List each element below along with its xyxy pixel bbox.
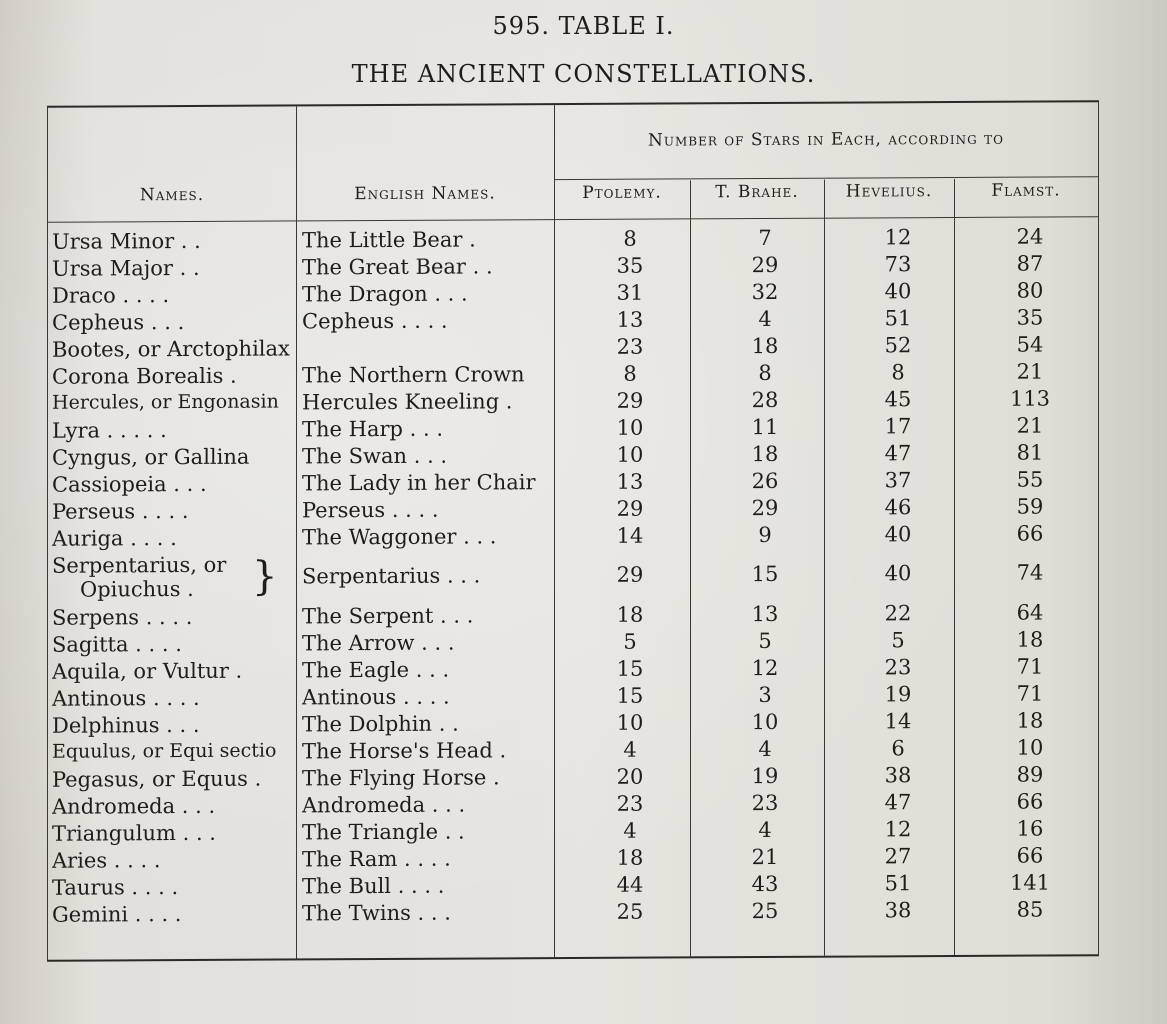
brahe-count: 4 <box>758 306 772 332</box>
english-name: Antinous . . . . <box>302 684 450 710</box>
brahe-count: 21 <box>751 844 779 870</box>
table-row <box>48 897 1098 929</box>
constellation-name: Sagitta . . . . <box>52 632 182 657</box>
ptolemy-count: 31 <box>616 280 644 305</box>
hevelius-count: 19 <box>884 682 912 707</box>
ptolemy-count: 44 <box>616 872 644 897</box>
ptolemy-count: 10 <box>616 415 644 440</box>
english-name: The Arrow . . . <box>302 630 455 656</box>
flamsteed-count: 35 <box>1016 305 1044 330</box>
constellation-name: Cepheus . . . <box>52 310 185 335</box>
brahe-count: 13 <box>751 601 779 627</box>
ptolemy-count: 18 <box>616 845 644 870</box>
header-english-names: English Names. <box>354 183 496 205</box>
constellation-name: Aquila, or Vultur . <box>52 658 243 684</box>
constellation-name: Cassiopeia . . . <box>52 471 207 497</box>
constellation-name: Equulus, or Equi sectio <box>52 739 277 763</box>
hevelius-count: 46 <box>884 495 912 520</box>
hevelius-count: 6 <box>891 736 905 761</box>
flamsteed-count: 85 <box>1016 897 1044 922</box>
english-name: Andromeda . . . <box>302 792 466 818</box>
constellation-name-line1: Serpentarius, or <box>52 552 227 578</box>
ptolemy-count: 15 <box>616 683 644 708</box>
ptolemy-count: 18 <box>616 602 644 627</box>
ptolemy-count: 5 <box>623 629 637 654</box>
english-name: The Dolphin . . <box>302 711 459 737</box>
ptolemy-count: 14 <box>616 523 644 548</box>
brahe-count: 9 <box>758 522 772 548</box>
ptolemy-count: 13 <box>616 307 644 332</box>
constellation-name: Antinous . . . . <box>52 685 200 711</box>
hevelius-count: 73 <box>884 252 912 277</box>
page-title: THE ANCIENT CONSTELLATIONS. <box>351 60 816 88</box>
constellation-name: Triangulum . . . <box>52 820 216 846</box>
hevelius-count: 45 <box>884 387 912 412</box>
constellation-name: Hercules, or Engonasin <box>52 390 279 414</box>
brahe-count: 5 <box>758 628 772 654</box>
flamsteed-count: 113 <box>1009 386 1051 411</box>
brahe-count: 29 <box>751 495 779 521</box>
flamsteed-count: 18 <box>1016 627 1044 652</box>
brahe-count: 25 <box>751 898 779 924</box>
header-names: Names. <box>139 184 205 206</box>
ptolemy-count: 29 <box>616 388 644 413</box>
hevelius-count: 52 <box>884 333 912 358</box>
brahe-count: 12 <box>751 655 779 681</box>
flamsteed-count: 66 <box>1016 789 1044 814</box>
flamsteed-count: 21 <box>1016 413 1044 438</box>
flamsteed-count: 71 <box>1016 654 1044 679</box>
header-rule <box>48 216 1098 222</box>
header-rule <box>555 176 1098 180</box>
english-name: The Flying Horse . <box>302 765 500 791</box>
flamsteed-count: 10 <box>1016 735 1044 760</box>
brahe-count: 18 <box>751 333 779 359</box>
constellation-name <box>52 552 298 601</box>
brahe-count: 29 <box>751 252 779 278</box>
flamsteed-count: 71 <box>1016 681 1044 706</box>
brahe-count: 8 <box>758 360 772 386</box>
constellation-name: Delphinus . . . <box>52 712 200 738</box>
brahe-count: 43 <box>751 871 779 897</box>
constellation-name: Perseus . . . . <box>52 499 189 524</box>
brahe-count: 19 <box>751 763 779 789</box>
flamsteed-count: 59 <box>1016 494 1044 519</box>
constellation-name: Ursa Major . . <box>52 255 200 281</box>
ptolemy-count: 29 <box>616 496 644 521</box>
brahe-count: 15 <box>751 561 779 587</box>
flamsteed-count: 16 <box>1016 816 1044 841</box>
brahe-count: 32 <box>751 279 779 305</box>
english-name: The Harp . . . <box>302 416 444 442</box>
english-name: The Bull . . . . <box>302 873 445 899</box>
brahe-count: 23 <box>751 790 779 816</box>
ptolemy-count: 23 <box>616 334 644 359</box>
constellation-name: Andromeda . . . <box>52 793 216 819</box>
english-name: The Great Bear . . <box>302 254 493 280</box>
ptolemy-count: 8 <box>623 226 637 251</box>
header-group: Number of Stars in Each, according to <box>648 128 1004 151</box>
flamsteed-count: 80 <box>1016 278 1044 303</box>
english-name: The Eagle . . . <box>302 657 450 683</box>
hevelius-count: 51 <box>884 871 912 896</box>
brahe-count: 4 <box>758 817 772 843</box>
brahe-count: 7 <box>758 225 772 251</box>
hevelius-count: 37 <box>884 468 912 493</box>
english-name: The Lady in her Chair <box>302 470 536 496</box>
hevelius-count: 27 <box>884 844 912 869</box>
constellation-name: Auriga . . . . <box>52 526 177 551</box>
hevelius-count: 8 <box>891 360 905 385</box>
brace-icon: } <box>252 553 278 600</box>
header-hevelius: Hevelius. <box>845 181 933 202</box>
english-name: The Serpent . . . <box>302 603 474 629</box>
header-flamst: Flamst. <box>991 180 1061 201</box>
brahe-count: 18 <box>751 441 779 467</box>
hevelius-count: 40 <box>884 522 912 547</box>
flamsteed-count: 66 <box>1016 521 1044 546</box>
constellation-name: Ursa Minor . . <box>52 228 201 254</box>
ptolemy-count: 10 <box>616 710 644 735</box>
hevelius-count: 5 <box>891 628 905 653</box>
flamsteed-count: 81 <box>1016 440 1044 465</box>
hevelius-count: 40 <box>884 279 912 304</box>
ptolemy-count: 20 <box>616 764 644 789</box>
flamsteed-count: 24 <box>1016 224 1044 249</box>
english-name: The Dragon . . . <box>302 281 468 307</box>
english-name: Serpentarius . . . <box>302 563 481 589</box>
ptolemy-count: 8 <box>623 361 637 386</box>
brahe-count: 4 <box>758 736 772 762</box>
flamsteed-count: 89 <box>1016 762 1044 787</box>
flamsteed-count: 64 <box>1016 600 1044 625</box>
hevelius-count: 47 <box>884 790 912 815</box>
constellation-name: Draco . . . . <box>52 283 170 308</box>
brahe-count: 3 <box>758 682 772 708</box>
table-row <box>48 548 1098 605</box>
flamsteed-count: 21 <box>1016 359 1044 384</box>
ptolemy-count: 29 <box>616 562 644 587</box>
flamsteed-count: 54 <box>1016 332 1044 357</box>
english-name: The Twins . . . <box>302 900 451 926</box>
ptolemy-count: 4 <box>623 818 637 843</box>
english-name: Cepheus . . . . <box>302 308 448 334</box>
constellation-name: Serpens . . . . <box>52 604 193 630</box>
flamsteed-count: 87 <box>1016 251 1044 276</box>
english-name: The Waggoner . . . <box>302 524 497 550</box>
ptolemy-count: 13 <box>616 469 644 494</box>
hevelius-count: 22 <box>884 601 912 626</box>
table-body <box>48 224 1098 929</box>
english-name: The Ram . . . . <box>302 846 451 872</box>
table-number: 595. TABLE I. <box>492 12 675 40</box>
constellation-name: Taurus . . . . <box>52 875 179 900</box>
hevelius-count: 47 <box>884 441 912 466</box>
constellation-name-line2: Opiuchus . <box>80 576 194 602</box>
flamsteed-count: 18 <box>1016 708 1044 733</box>
brahe-count: 26 <box>751 468 779 494</box>
flamsteed-count: 74 <box>1016 560 1044 585</box>
hevelius-count: 14 <box>884 709 912 734</box>
ptolemy-count: 4 <box>623 737 637 762</box>
hevelius-count: 38 <box>884 763 912 788</box>
hevelius-count: 38 <box>884 898 912 923</box>
flamsteed-count: 55 <box>1016 467 1044 492</box>
constellation-table <box>47 100 1099 962</box>
english-name: The Little Bear . <box>302 227 476 253</box>
hevelius-count: 17 <box>884 414 912 439</box>
ptolemy-count: 15 <box>616 656 644 681</box>
english-name: Hercules Kneeling . <box>302 389 513 415</box>
english-name: The Swan . . . <box>302 443 448 469</box>
flamsteed-count: 141 <box>1009 870 1051 895</box>
constellation-name: Gemini . . . . <box>52 902 182 927</box>
hevelius-count: 12 <box>884 225 912 250</box>
hevelius-count: 51 <box>884 306 912 331</box>
constellation-name: Pegasus, or Equus . <box>52 766 262 792</box>
constellation-name: Cyngus, or Gallina <box>52 444 250 470</box>
ptolemy-count: 25 <box>616 899 644 924</box>
hevelius-count: 40 <box>884 561 912 586</box>
hevelius-count: 23 <box>884 655 912 680</box>
ptolemy-count: 23 <box>616 791 644 816</box>
english-name: The Triangle . . <box>302 819 465 845</box>
constellation-name: Bootes, or Arctophilax <box>52 336 290 362</box>
ptolemy-count: 10 <box>616 442 644 467</box>
header-brahe: T. Brahe. <box>715 181 799 203</box>
constellation-name: Corona Borealis . <box>52 363 237 389</box>
english-name: Perseus . . . . <box>302 497 439 523</box>
english-name: The Horse's Head . <box>302 738 507 764</box>
ptolemy-count: 35 <box>616 253 644 278</box>
flamsteed-count: 66 <box>1016 843 1044 868</box>
english-name: The Northern Crown <box>302 362 525 388</box>
brahe-count: 28 <box>751 387 779 413</box>
hevelius-count: 12 <box>884 817 912 842</box>
header-ptolemy: Ptolemy. <box>582 182 662 203</box>
brahe-count: 10 <box>751 709 779 735</box>
constellation-name: Aries . . . . <box>52 848 161 873</box>
brahe-count: 11 <box>751 414 779 440</box>
constellation-name: Lyra . . . . . <box>52 418 167 443</box>
